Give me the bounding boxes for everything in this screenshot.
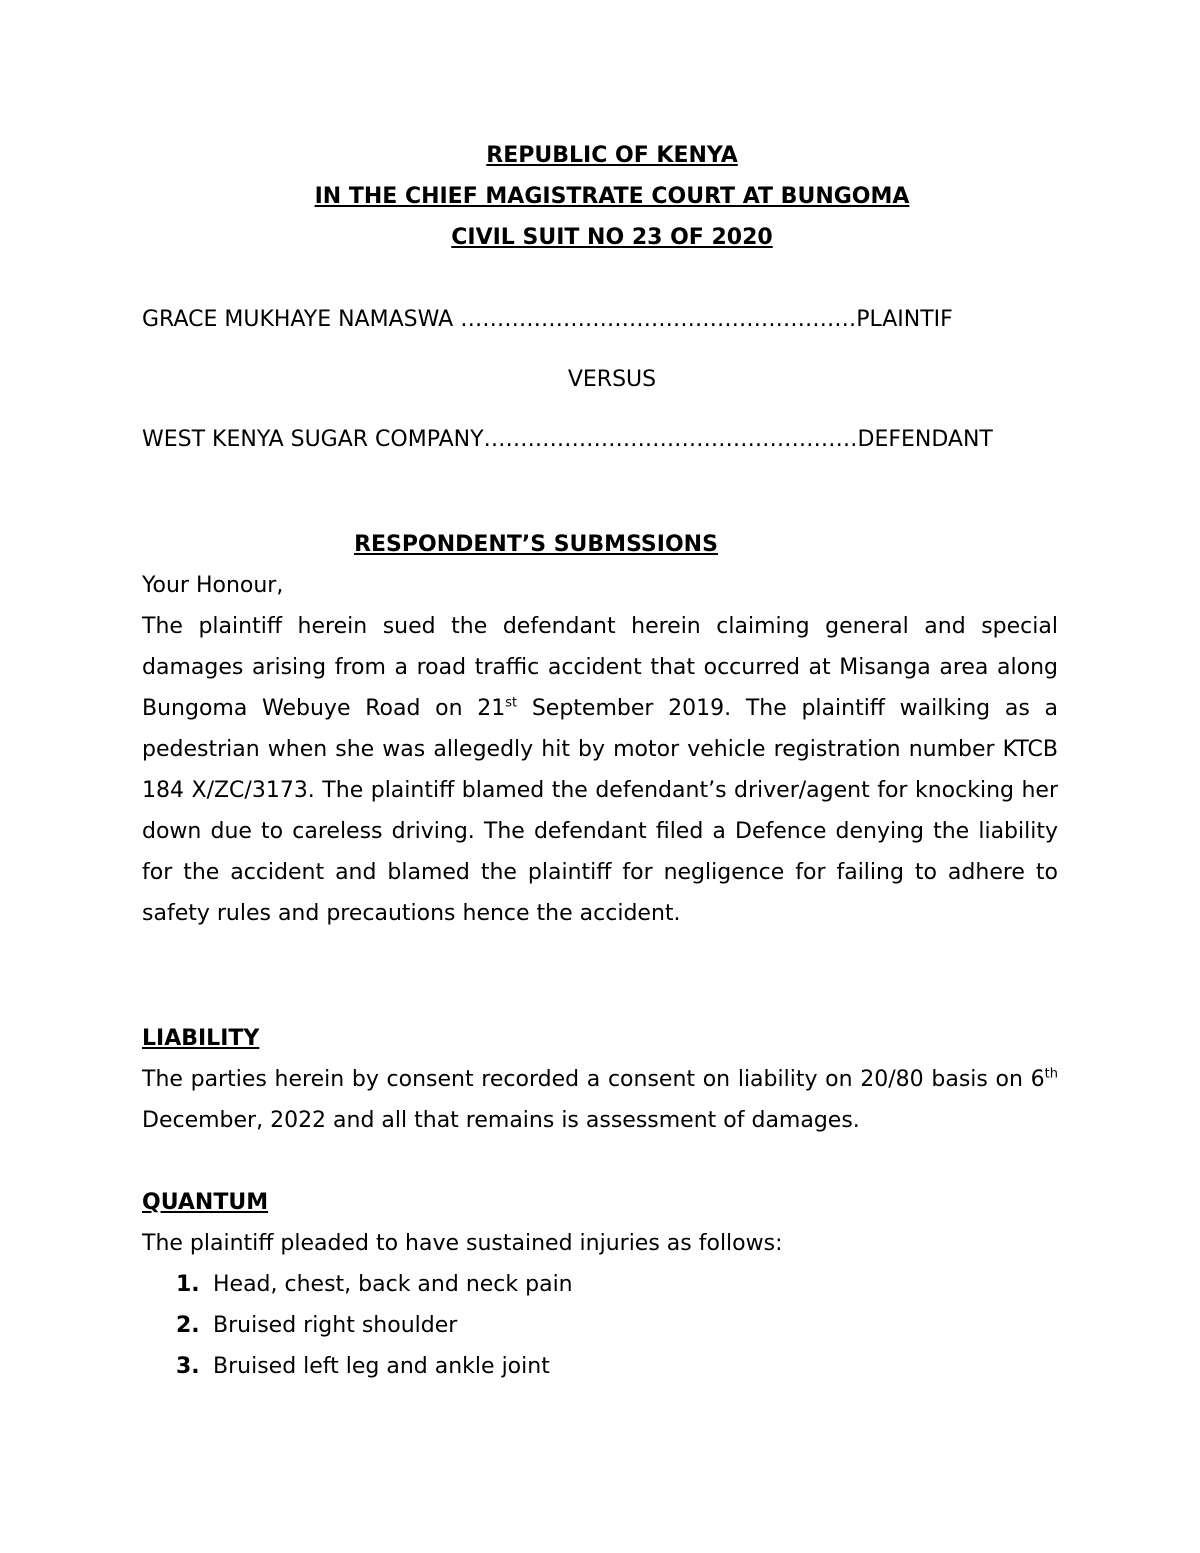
facts-text-part1: The plaintiff herein sued the defendant herein claiming general and special damages arising from a road traffic accident that occurred at Misanga area along Bungoma Webuye Road on 21 bbox=[142, 614, 1058, 721]
list-item bbox=[176, 1264, 573, 1305]
versus-label: VERSUS bbox=[567, 367, 657, 392]
list-item-number: 1. bbox=[176, 1272, 200, 1297]
defendant-leader-dots: …………………………………………… bbox=[483, 427, 858, 452]
header-republic: REPUBLIC OF KENYA bbox=[486, 143, 738, 168]
liability-heading: LIABILITY bbox=[142, 1026, 260, 1051]
defendant-name: WEST KENYA SUGAR COMPANY bbox=[142, 427, 484, 452]
defendant-line bbox=[142, 425, 993, 455]
plaintiff-leader-dots: ……………………………………………… bbox=[453, 307, 857, 332]
injury-list bbox=[176, 1264, 573, 1387]
plaintiff-role: PLAINTIF bbox=[856, 307, 953, 332]
defendant-role: DEFENDANT bbox=[857, 427, 993, 452]
list-item-text: Bruised right shoulder bbox=[213, 1313, 458, 1338]
facts-superscript: st bbox=[505, 695, 518, 711]
header-court: IN THE CHIEF MAGISTRATE COURT AT BUNGOMA bbox=[314, 184, 910, 209]
facts-paragraph bbox=[142, 606, 1058, 934]
salutation: Your Honour, bbox=[142, 573, 284, 598]
quantum-intro: The plaintiff pleaded to have sustained injuries as follows: bbox=[142, 1231, 783, 1256]
liability-superscript: th bbox=[1044, 1066, 1058, 1082]
plaintiff-name: GRACE MUKHAYE NAMASWA bbox=[142, 307, 454, 332]
list-item-text: Head, chest, back and neck pain bbox=[213, 1272, 573, 1297]
list-item bbox=[176, 1305, 573, 1346]
list-item-text: Bruised left leg and ankle joint bbox=[213, 1354, 550, 1379]
submissions-title: RESPONDENT’S SUBMSSIONS bbox=[354, 532, 718, 557]
liability-text-part1: The parties herein by consent recorded a consent on liability on 20/80 basis on 6 bbox=[142, 1067, 1045, 1092]
header-case-number: CIVIL SUIT NO 23 OF 2020 bbox=[451, 225, 773, 250]
list-item-number: 2. bbox=[176, 1313, 200, 1338]
plaintiff-line bbox=[142, 305, 953, 335]
liability-paragraph bbox=[142, 1059, 1058, 1141]
quantum-heading: QUANTUM bbox=[142, 1190, 269, 1215]
liability-text-part2: December, 2022 and all that remains is assessment of damages. bbox=[142, 1108, 860, 1133]
list-item-number: 3. bbox=[176, 1354, 200, 1379]
facts-text-part2: September 2019. The plaintiff wailking as a pedestrian when she was allegedly hit by motor vehicle registration number KTCB 184 X/ZC/3173. The plaintiff blamed the defendant’s driver/agent for knocking her down due to careless driving. The defendant filed a Defence denying the liability for the accident and blamed the plaintiff for negligence for failing to adhere to safety rules and precautions hence the accident. bbox=[142, 696, 1058, 926]
list-item bbox=[176, 1346, 573, 1387]
